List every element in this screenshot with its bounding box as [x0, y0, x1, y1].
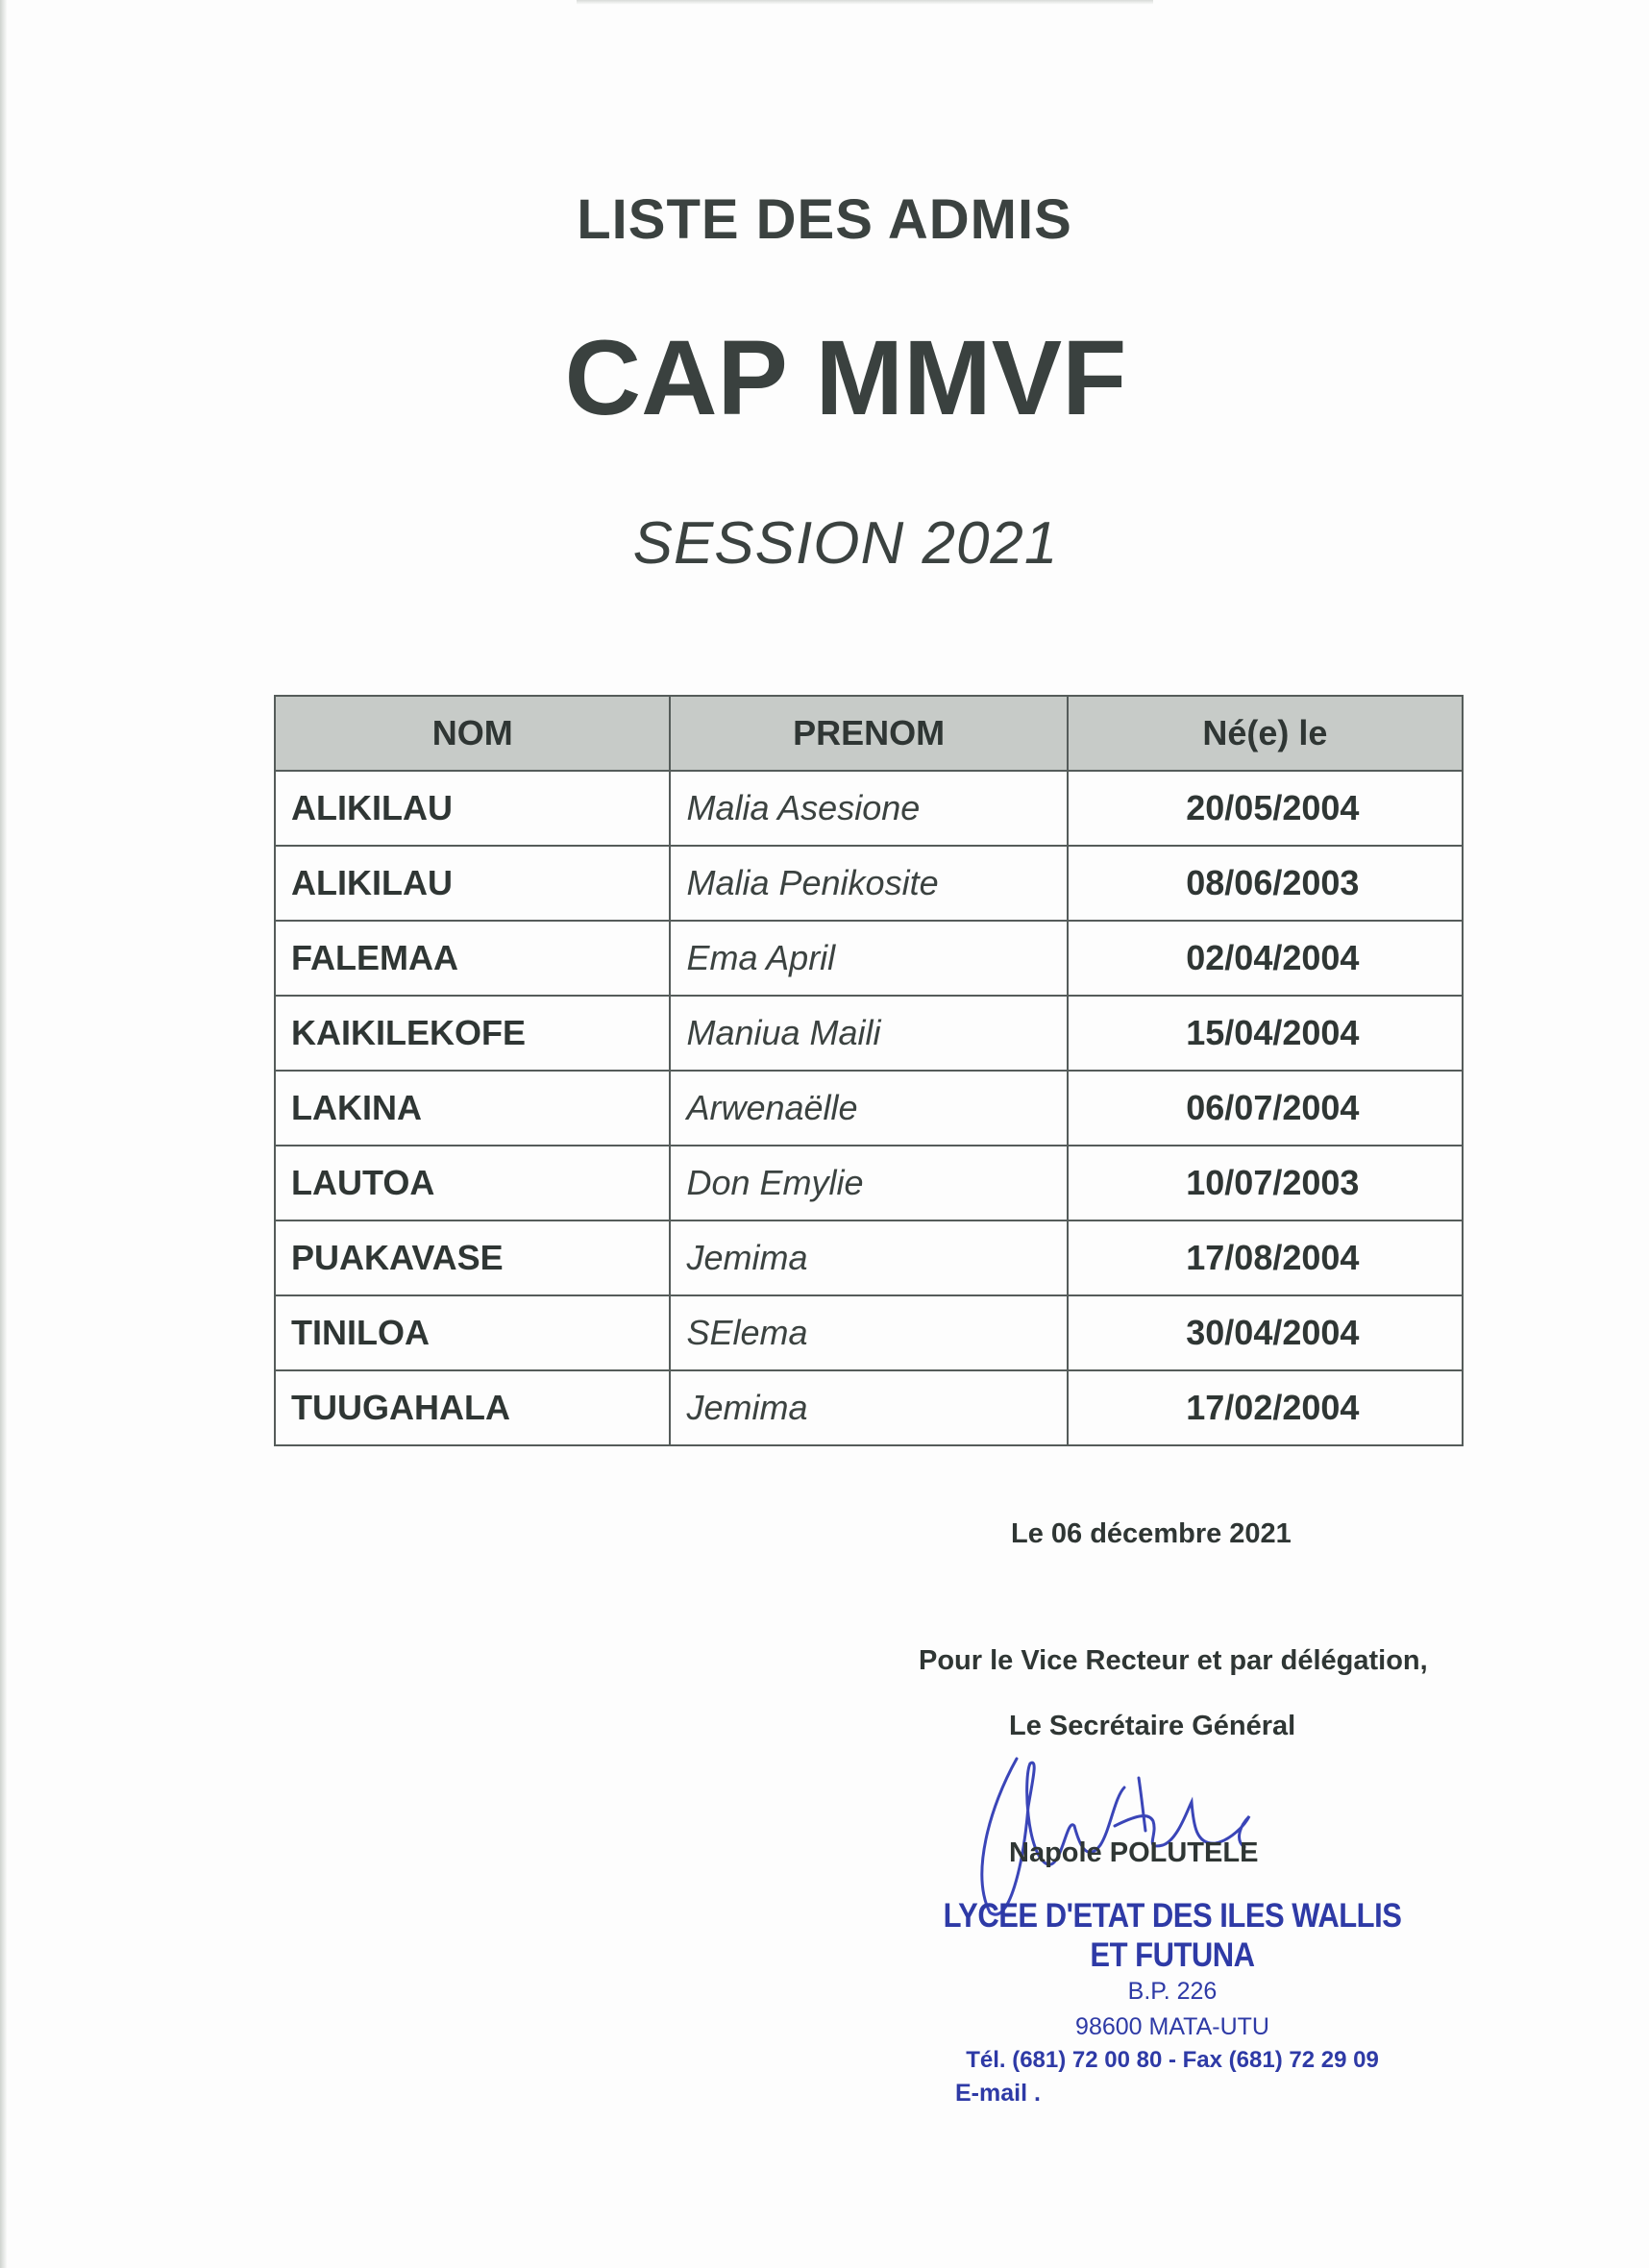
scan-edge-top — [577, 0, 1153, 5]
table-row — [275, 771, 1463, 846]
cell-nom: TINILOA — [275, 1295, 670, 1370]
header-prenom: PRENOM — [670, 696, 1067, 771]
signatory-title: Le Secrétaire Général — [1009, 1711, 1296, 1741]
cell-birthdate: 20/05/2004 — [1068, 771, 1463, 846]
table-row — [275, 1295, 1463, 1370]
header-birthdate: Né(e) le — [1068, 696, 1463, 771]
cell-nom: ALIKILAU — [275, 846, 670, 921]
stamp-institution: LYCEE D'ETAT DES ILES WALLIS ET FUTUNA — [943, 1895, 1402, 1975]
cell-nom: KAIKILEKOFE — [275, 996, 670, 1071]
stamp-city: 98600 MATA-UTU — [1075, 2013, 1269, 2040]
cell-prenom: Maniua Maili — [670, 996, 1067, 1071]
cell-birthdate: 30/04/2004 — [1068, 1295, 1463, 1370]
cell-nom: FALEMAA — [275, 921, 670, 996]
cell-nom: TUUGAHALA — [275, 1370, 670, 1445]
stamp-phone: Tél. (681) 72 00 80 - Fax (681) 72 29 09 — [966, 2047, 1379, 2073]
admitted-table — [274, 695, 1464, 1446]
table-row — [275, 996, 1463, 1071]
stamp-po-box: B.P. 226 — [1127, 1978, 1218, 2005]
delegation-line: Pour le Vice Recteur et par délégation, — [919, 1645, 1428, 1676]
cell-prenom: Jemima — [670, 1220, 1067, 1295]
stamp-email: E-mail . — [955, 2080, 1041, 2107]
cell-birthdate: 10/07/2003 — [1068, 1146, 1463, 1220]
cell-birthdate: 17/08/2004 — [1068, 1220, 1463, 1295]
table-row — [275, 1146, 1463, 1220]
cell-prenom: Arwenaëlle — [670, 1071, 1067, 1146]
cell-prenom: Jemima — [670, 1370, 1067, 1445]
cell-nom: LAKINA — [275, 1071, 670, 1146]
cell-birthdate: 08/06/2003 — [1068, 846, 1463, 921]
cell-prenom: Malia Penikosite — [670, 846, 1067, 921]
header-nom: NOM — [275, 696, 670, 771]
signatory-name: Napole POLUTELE — [1009, 1837, 1259, 1868]
cell-prenom: Ema April — [670, 921, 1067, 996]
cell-birthdate: 17/02/2004 — [1068, 1370, 1463, 1445]
cell-prenom: Malia Asesione — [670, 771, 1067, 846]
table-row — [275, 846, 1463, 921]
table-header-row — [275, 696, 1463, 771]
cell-prenom: Don Emylie — [670, 1146, 1067, 1220]
table-row — [275, 1071, 1463, 1146]
table-row — [275, 1370, 1463, 1445]
cell-birthdate: 02/04/2004 — [1068, 921, 1463, 996]
official-stamp — [923, 1895, 1422, 2108]
issue-date: Le 06 décembre 2021 — [1011, 1518, 1292, 1549]
cell-birthdate: 06/07/2004 — [1068, 1071, 1463, 1146]
cell-prenom: SElema — [670, 1295, 1067, 1370]
cell-nom: ALIKILAU — [275, 771, 670, 846]
table-row — [275, 1220, 1463, 1295]
table-row — [275, 921, 1463, 996]
exam-name: CAP MMVF — [564, 319, 1127, 437]
session-label: SESSION 2021 — [632, 510, 1059, 577]
document-title: LISTE DES ADMIS — [577, 188, 1072, 251]
cell-nom: LAUTOA — [275, 1146, 670, 1220]
cell-nom: PUAKAVASE — [275, 1220, 670, 1295]
cell-birthdate: 15/04/2004 — [1068, 996, 1463, 1071]
